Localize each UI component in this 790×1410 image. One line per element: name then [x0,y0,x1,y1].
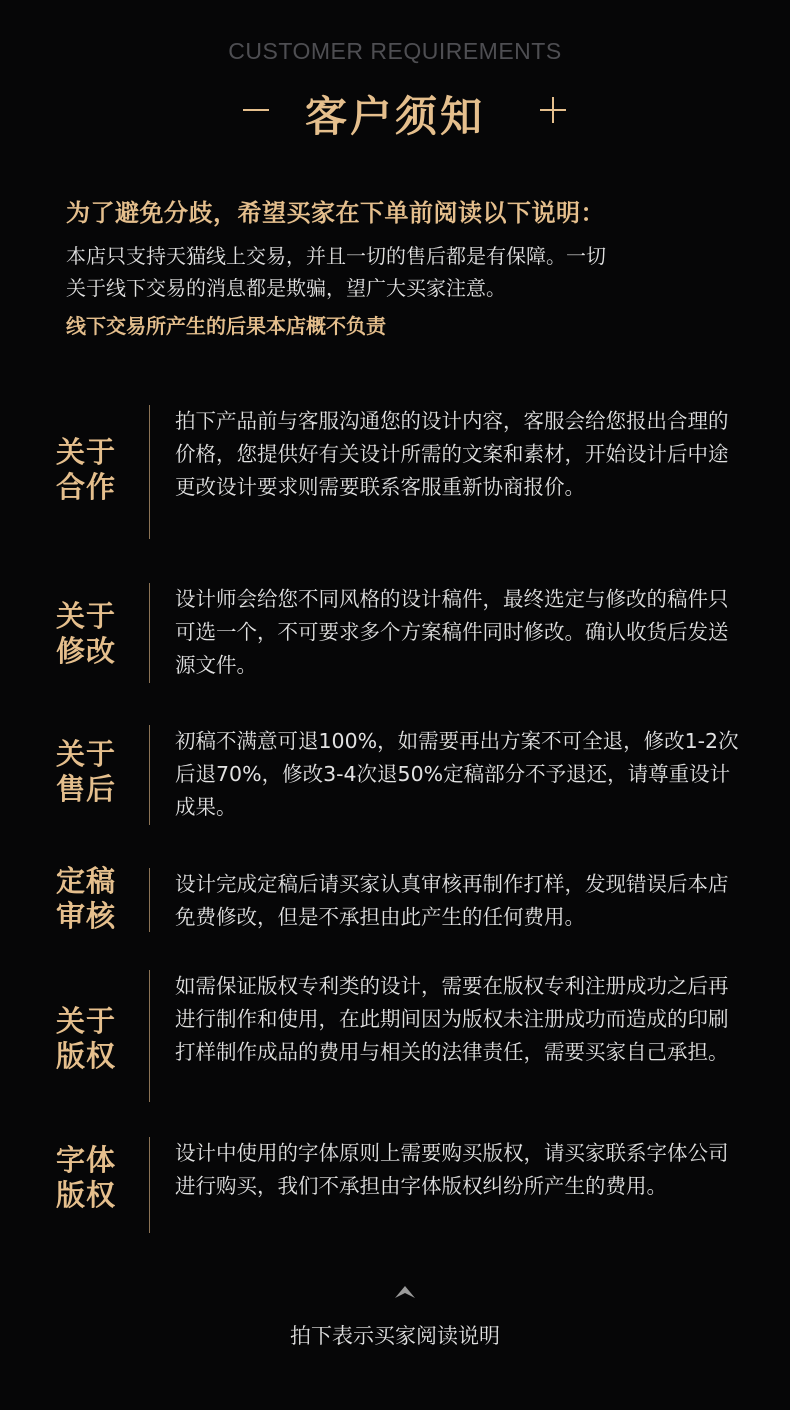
section-label-line: 关于 [56,435,117,469]
intro-line: 本店只支持天猫线上交易，并且一切的售后都是有保障。一切 [66,244,606,268]
section-label-line: 合作 [56,470,117,504]
section-label-line: 审核 [56,899,117,933]
header-eyebrow: CUSTOMER REQUIREMENTS [228,38,562,64]
chevron-up-icon [395,1286,415,1298]
section-label [56,435,126,505]
section-label [56,599,126,669]
section-divider [149,405,150,539]
section-label-line: 关于 [56,737,117,771]
intro-body [66,240,746,304]
section-text: 初稿不满意可退100%，如需要再出方案不可全退，修改1-2次后退70%，修改3-4次退50%定稿部分不予退还，请尊重设计成果。 [175,729,739,819]
section-divider [149,970,150,1102]
plus-icon [540,97,566,123]
section-text: 设计中使用的字体原则上需要购买版权，请买家联系字体公司进行购买，我们不承担由字体版权纠纷所产生的费用。 [175,1141,729,1198]
section-divider [149,1137,150,1233]
footer-text: 拍下表示买家阅读说明 [290,1324,500,1348]
section-label [56,864,126,934]
intro-warning: 线下交易所产生的后果本店概不负责 [66,314,386,338]
section-text: 设计完成定稿后请买家认真审核再制作打样，发现错误后本店免费修改，但是不承担由此产生的任何费用。 [175,872,729,929]
section-label-line: 关于 [56,599,117,633]
section-label-line: 版权 [56,1039,117,1073]
intro-heading: 为了避免分歧，希望买家在下单前阅读以下说明： [66,199,605,227]
section-label-line: 售后 [56,772,117,806]
intro-line: 关于线下交易的消息都是欺骗，望广大买家注意。 [66,276,506,300]
section-label [56,737,126,807]
section-label [56,1143,126,1213]
section-text: 拍下产品前与客服沟通您的设计内容，客服会给您报出合理的价格，您提供好有关设计所需的文案和素材，开始设计后中途更改设计要求则需要联系客服重新协商报价。 [175,409,729,499]
section-label-line: 修改 [56,634,117,668]
section-divider [149,725,150,825]
section-label-line: 版权 [56,1178,117,1212]
section-text: 设计师会给您不同风格的设计稿件，最终选定与修改的稿件只可选一个，不可要求多个方案稿件同时修改。确认收货后发送源文件。 [175,587,729,677]
title-row [0,82,790,142]
section-label-line: 关于 [56,1004,117,1038]
section-label-line: 定稿 [56,864,117,898]
section-divider [149,868,150,932]
section-label-line: 字体 [56,1143,117,1177]
section-text: 如需保证版权专利类的设计，需要在版权专利注册成功之后再进行制作和使用，在此期间因为版权未注册成功而造成的印刷打样制作成品的费用与相关的法律责任，需要买家自己承担。 [175,974,729,1064]
section-divider [149,583,150,683]
page-title: 客户须知 [304,92,485,141]
section-label [56,1004,126,1074]
